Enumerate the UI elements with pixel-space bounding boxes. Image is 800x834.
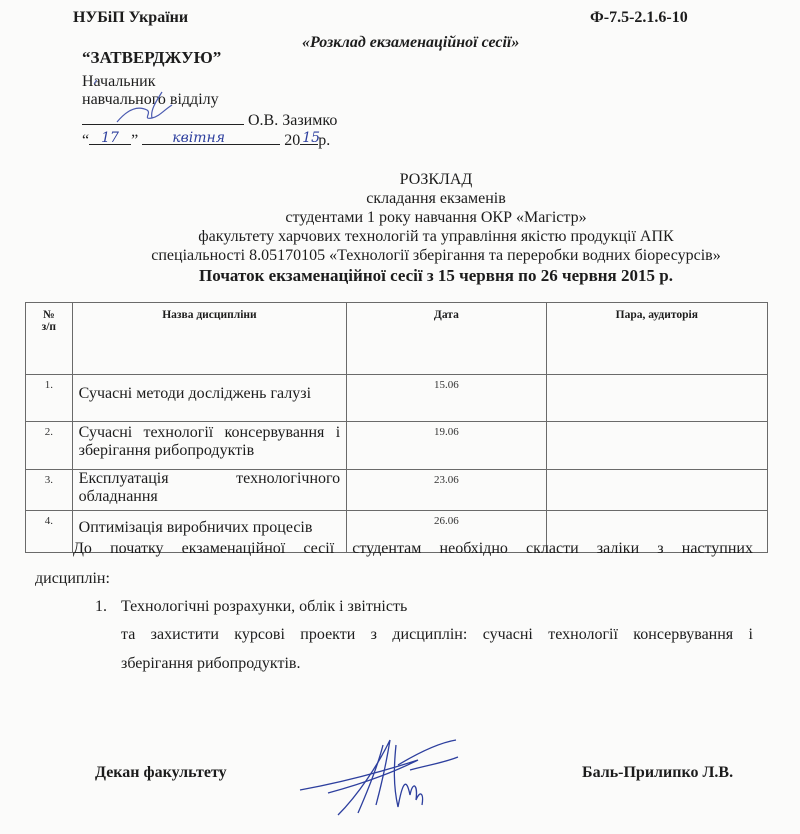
row-discipline: Оптимізація виробничих процесів: [72, 511, 347, 553]
coursework-line1: та захистити курсові проекти з дисциплін: сучасні технології консервування і: [121, 626, 753, 643]
row-num: 2.: [26, 422, 73, 470]
list-item-text: Технологічні розрахунки, облік і звітність: [121, 598, 408, 615]
handwritten-month: квітня: [172, 130, 225, 146]
form-title: «Розклад екзаменаційної сесії»: [302, 34, 520, 51]
requirements-paragraph-cont: дисциплін:: [35, 570, 110, 587]
dean-signature-icon: [298, 735, 468, 825]
handwritten-day: 17: [101, 130, 119, 146]
month-blank: [142, 130, 280, 145]
table-header-row: [26, 303, 768, 375]
dean-title: Декан факультету: [95, 764, 227, 781]
row-discipline: Експлуатація технологічного обладнання: [72, 470, 347, 511]
approval-stamp: “ЗАТВЕРДЖУЮ”: [82, 48, 222, 67]
approver-name: О.В. Зазимко: [248, 112, 338, 129]
list-item-number: 1.: [95, 598, 107, 615]
header-num: [26, 303, 73, 375]
row-slot: [546, 470, 767, 511]
row-discipline: Сучасні методи досліджень галузі: [72, 375, 347, 422]
session-period: Початок екзаменаційної сесії з 15 червня по 26 червня 2015 р.: [199, 266, 673, 285]
exam-schedule-table: [25, 302, 768, 553]
title-line-5: спеціальності 8.05170105 «Технології зберігання та переробки водних біоресурсів»: [151, 247, 721, 264]
dean-name: Баль-Прилипко Л.В.: [582, 764, 734, 781]
table-row: [26, 470, 768, 511]
approver-position-line1: Начальник: [82, 73, 156, 90]
title-line-2: складання екзаменів: [366, 190, 506, 207]
year-prefix: 20: [284, 132, 301, 149]
table-row: [26, 375, 768, 422]
form-code: Ф-7.5-2.1.6-10: [590, 9, 688, 26]
header-num-line2: з/п: [41, 321, 57, 333]
header-num-line1: №: [43, 309, 55, 321]
row-discipline: Сучасні технології консервування і зберігання рибопродуктів: [72, 422, 347, 470]
row-num: 3.: [26, 470, 73, 511]
open-quote: “: [82, 132, 90, 149]
year-blank: [300, 130, 321, 146]
row-num: 4.: [26, 511, 73, 553]
header-discipline: Назва дисципліни: [72, 303, 347, 375]
title-line-4: факультету харчових технологій та управління якістю продукції АПК: [198, 228, 674, 245]
row-date: 15.06: [347, 375, 546, 422]
header-date: Дата: [347, 303, 546, 375]
day-blank: [89, 130, 131, 145]
header-slot: Пара, аудиторія: [546, 303, 767, 375]
credit-list-item: [95, 598, 407, 616]
row-date: 19.06: [347, 422, 546, 470]
approver-position-line2: навчального відділу: [82, 91, 219, 108]
row-slot: [546, 422, 767, 470]
close-quote: ”: [131, 132, 139, 149]
document-title: РОЗКЛАД: [399, 171, 473, 188]
row-num: 1.: [26, 375, 73, 422]
organization-name: НУБіП України: [73, 9, 189, 26]
handwritten-year: 15: [302, 130, 321, 146]
table-row: [26, 422, 768, 470]
approval-date-line: [82, 130, 330, 150]
year-suffix: р.: [318, 132, 331, 149]
title-line-3: студентами 1 року навчання ОКР «Магістр»: [285, 209, 587, 226]
row-slot: [546, 375, 767, 422]
row-date: 23.06: [347, 470, 546, 511]
coursework-line2: зберігання рибопродуктів.: [121, 655, 301, 672]
row-date: 26.06: [347, 511, 546, 553]
approver-signature-icon: [92, 80, 202, 125]
requirements-paragraph: До початку екзаменаційної сесії студентам необхідно скласти заліки з наступних: [73, 540, 753, 557]
